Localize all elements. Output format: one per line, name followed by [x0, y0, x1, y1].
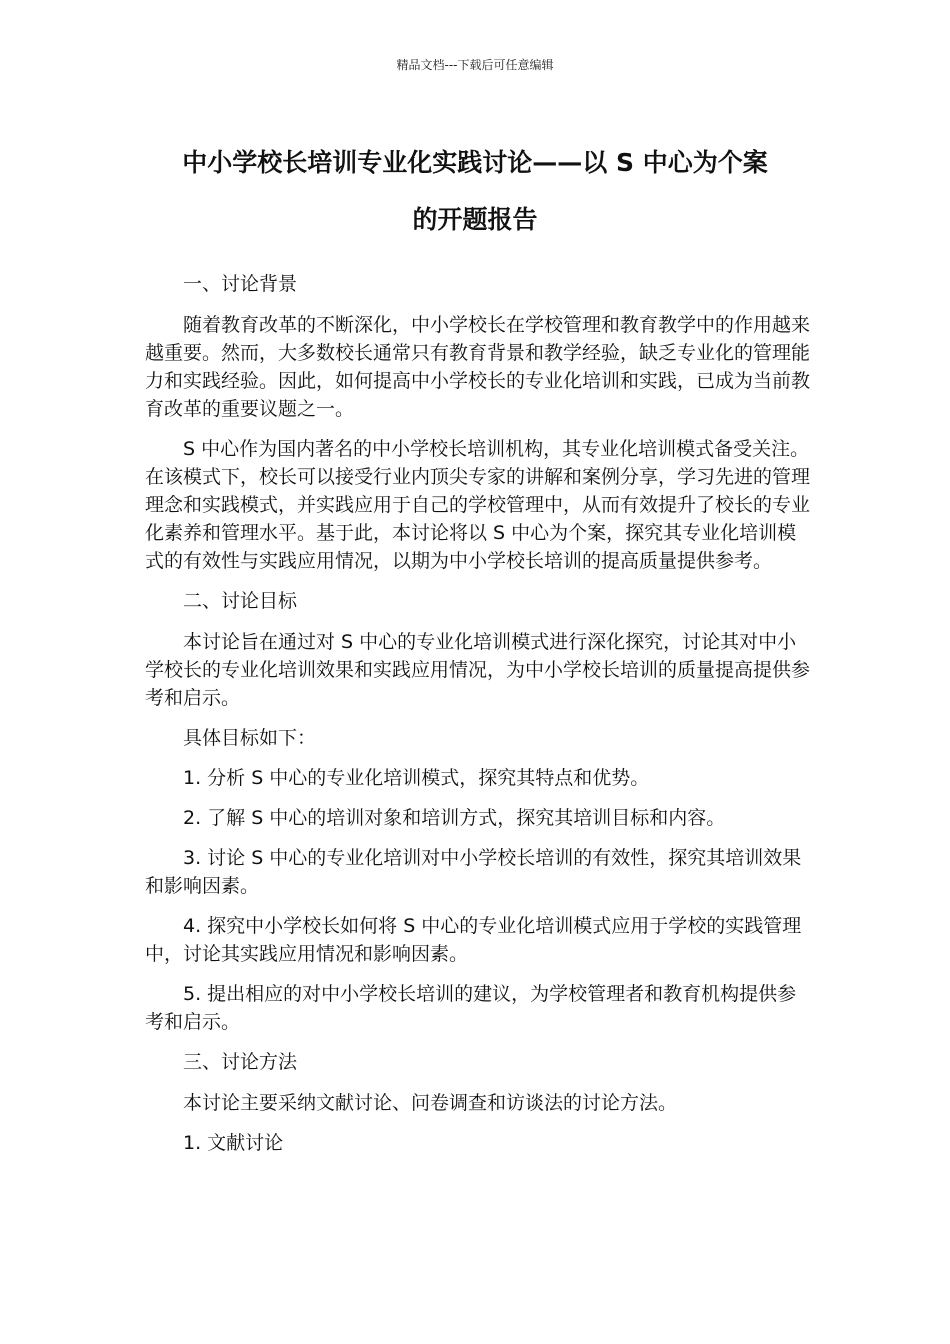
section-heading-methods: 三、讨论方法 — [183, 1051, 298, 1073]
title-line-2: 的开题报告 — [412, 205, 538, 234]
title-line-1: 中小学校长培训专业化实践讨论——以 S 中心为个案 — [182, 148, 768, 177]
list-item: 3. 讨论 S 中心的专业化培训对中小学校长培训的有效性，探究其培训效果和影响因素。 — [145, 847, 802, 897]
list-item: 2. 了解 S 中心的培训对象和培训方式，探究其培训目标和内容。 — [183, 807, 726, 829]
paragraph: 本讨论主要采纳文献讨论、问卷调查和访谈法的讨论方法。 — [183, 1092, 678, 1114]
paragraph: 随着教育改革的不断深化，中小学校长在学校管理和教育教学中的作用越来越重要。然而，大多数校长通常只有教育背景和教学经验，缺乏专业化的管理能力和实践经验。因此，如何提高中小学校长的专业化培训和实践，已成为当前教育改革的重要议题之一。 — [145, 314, 811, 420]
document-body — [145, 270, 810, 1169]
paragraph: 具体目标如下： — [183, 727, 317, 749]
paragraph: 本讨论旨在通过对 S 中心的专业化培训模式进行深化探究，讨论其对中小学校长的专业化培训效果和实践应用情况，为中小学校长培训的质量提高提供参考和启示。 — [145, 631, 811, 709]
section-heading-goals: 二、讨论目标 — [183, 590, 298, 612]
list-item: 5. 提出相应的对中小学校长培训的建议，为学校管理者和教育机构提供参考和启示。 — [145, 983, 797, 1033]
page-header: 精品文档---下载后可任意编辑 — [396, 58, 554, 72]
document-title — [120, 134, 830, 248]
section-heading-background: 一、讨论背景 — [183, 273, 298, 295]
list-item: 1. 分析 S 中心的专业化培训模式，探究其特点和优势。 — [183, 767, 650, 789]
list-item: 4. 探究中小学校长如何将 S 中心的专业化培训模式应用于学校的实践管理中，讨论其实践应用情况和影响因素。 — [145, 915, 802, 965]
paragraph: S 中心作为国内著名的中小学校长培训机构，其专业化培训模式备受关注。在该模式下，校长可以接受行业内顶尖专家的讲解和案例分享，学习先进的管理理念和实践模式，并实践应用于自己的学校管理中，从而有效提升了校长的专业化素养和管理水平。基于此，本讨论将以 S 中心为个案，探究其专业化培训模式的有效性与实践应用情况，以期为中小学校长培训的提高质量提供参考。 — [145, 438, 811, 572]
list-item: 1. 文献讨论 — [183, 1132, 284, 1154]
